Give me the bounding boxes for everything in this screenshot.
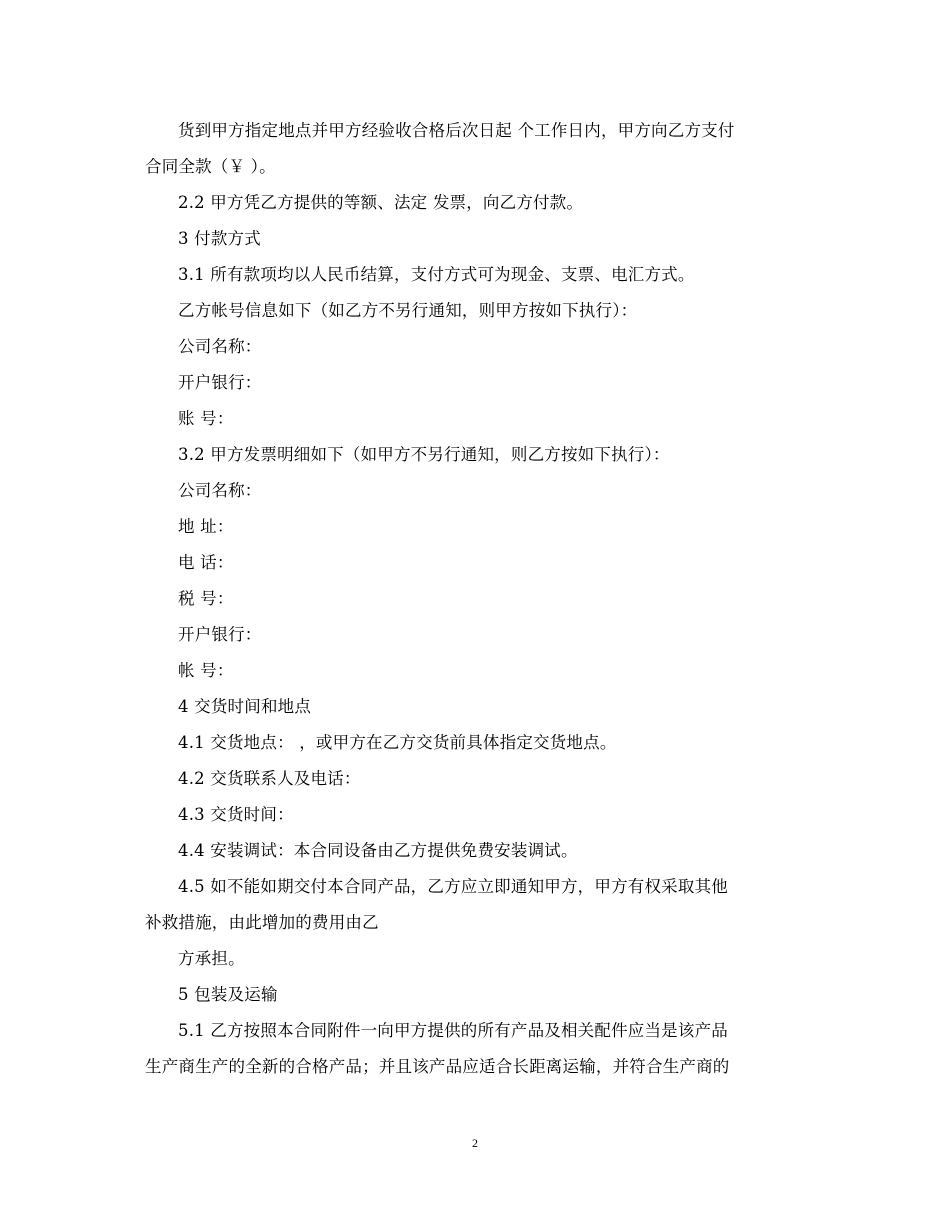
text-line: 税 号：: [178, 589, 234, 608]
text-line: 公司名称：: [178, 481, 262, 500]
text-line: 3.2 甲方发票明细如下（如甲方不另行通知，则乙方按如下执行）：: [178, 445, 670, 464]
text-line: 货到甲方指定地点并甲方经验收合格后次日起 个工作日内，甲方向乙方支付: [178, 121, 735, 140]
text-line: 地 址：: [178, 517, 234, 536]
text-line: 帐 号：: [178, 661, 234, 680]
text-line: 开户银行：: [178, 373, 262, 392]
text-line: 4.1 交货地点： ，或甲方在乙方交货前具体指定交货地点。: [178, 733, 617, 752]
text-line: 4.2 交货联系人及电话：: [178, 769, 361, 788]
text-line: 4.3 交货时间：: [178, 805, 294, 824]
text-line: 方承担。: [178, 949, 245, 968]
text-line: 公司名称：: [178, 337, 262, 356]
text-line: 合同全款（￥ ）。: [145, 157, 276, 176]
text-line: 5 包装及运输: [178, 985, 278, 1004]
text-line: 乙方帐号信息如下（如乙方不另行通知，则甲方按如下执行）：: [178, 301, 638, 320]
text-line: 开户银行：: [178, 625, 262, 644]
text-line: 5.1 乙方按照本合同附件一向甲方提供的所有产品及相关配件应当是该产品: [178, 1021, 728, 1040]
text-line: 3 付款方式: [178, 229, 261, 248]
text-line: 补救措施，由此增加的费用由乙: [145, 913, 379, 932]
text-line: 4.4 安装调试：本合同设备由乙方提供免费安装调试。: [178, 841, 578, 860]
text-line: 3.1 所有款项均以人民币结算，支付方式可为现金、支票、电汇方式。: [178, 265, 695, 284]
text-line: 4 交货时间和地点: [178, 697, 312, 716]
text-line: 电 话：: [178, 553, 234, 572]
text-line: 生产商生产的全新的合格产品；并且该产品应适合长距离运输，并符合生产商的: [145, 1057, 730, 1076]
text-line: 4.5 如不能如期交付本合同产品，乙方应立即通知甲方，甲方有权采取其他: [178, 877, 728, 896]
text-line: 账 号：: [178, 409, 234, 428]
text-line: 2.2 甲方凭乙方提供的等额、法定 发票，向乙方付款。: [178, 193, 584, 212]
document-body: [145, 113, 807, 1085]
page-number: 2: [472, 1136, 478, 1150]
